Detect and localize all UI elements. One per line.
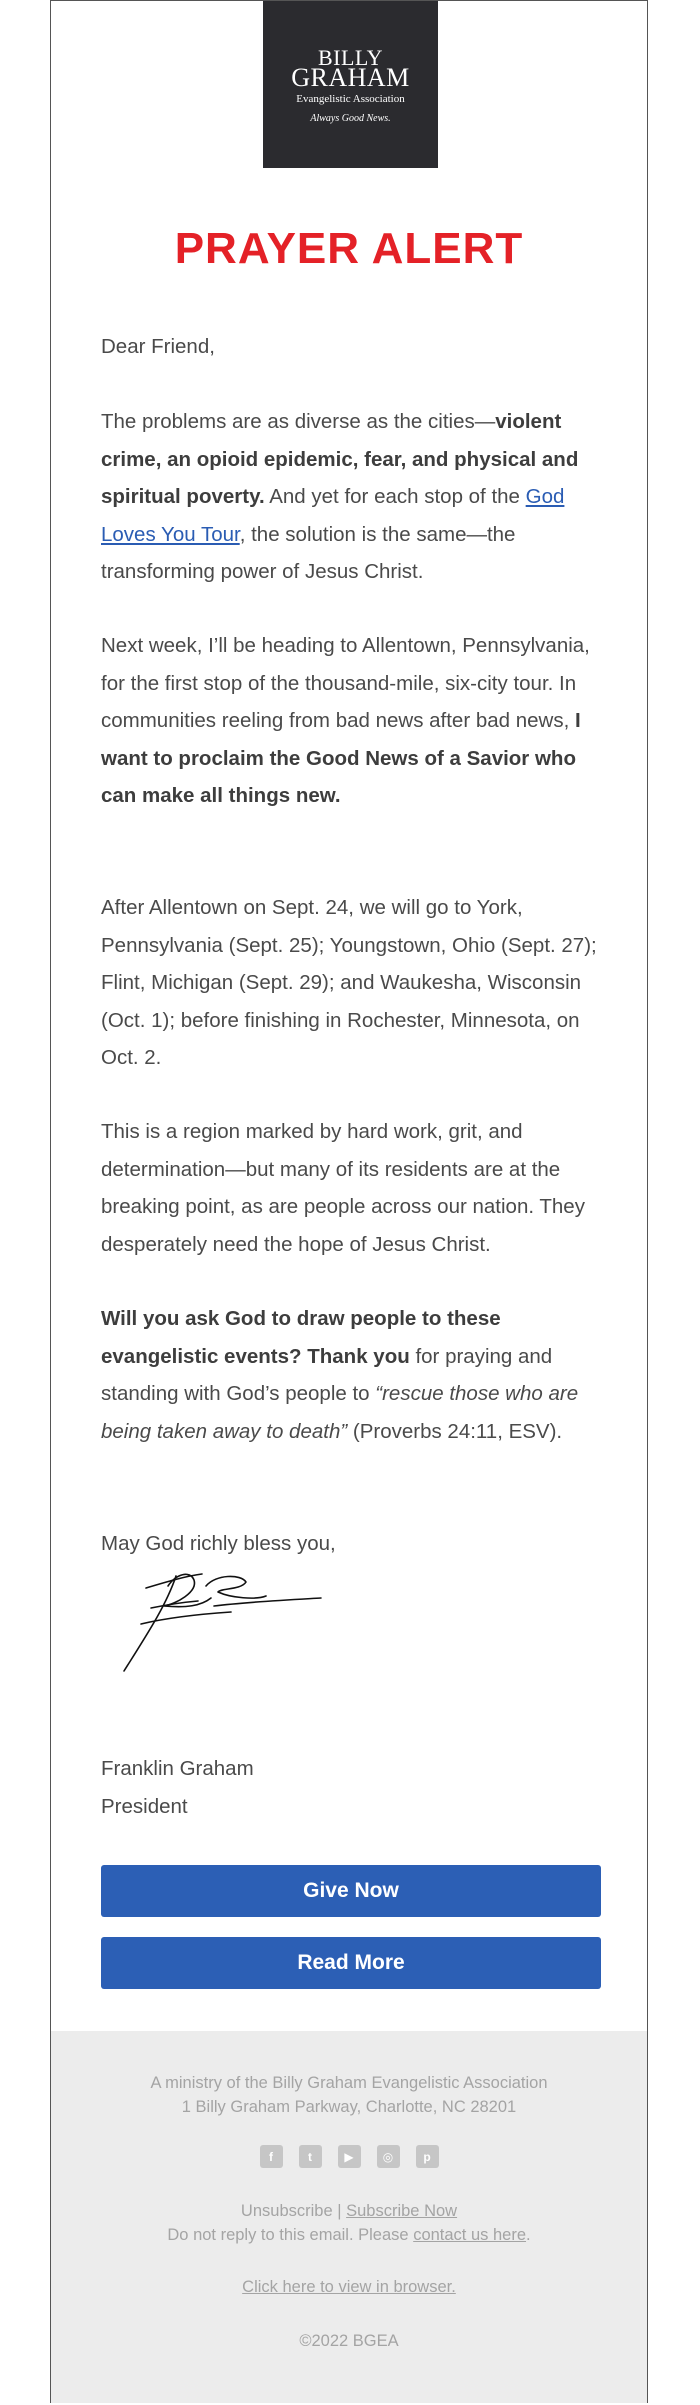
subscribe-link[interactable]: Subscribe Now	[346, 2202, 458, 2220]
footer	[51, 2031, 647, 2403]
p5-quote: “rescue those who are being taken away to death”	[101, 1382, 579, 1443]
paragraph-5	[101, 1300, 601, 1450]
p1-text-a: The problems are as diverse as the cities—	[101, 410, 496, 433]
instagram-icon[interactable]: ◎	[377, 2145, 400, 2168]
social-links	[51, 2145, 647, 2168]
footer-address: 1 Billy Graham Parkway, Charlotte, NC 28201	[181, 2098, 517, 2116]
paragraph-1	[101, 403, 601, 591]
signature-image	[106, 1546, 356, 1676]
greeting	[101, 328, 601, 366]
p2-text-a: Next week, I’ll be heading to Allentown, Pennsylvania, for the first stop of the thousand-mile, six-city tour. In communities reeling from bad news after bad news,	[101, 634, 590, 732]
youtube-icon[interactable]: ▶	[338, 2145, 361, 2168]
footer-noreply-line	[51, 2223, 647, 2247]
signer-title: President	[101, 1794, 188, 1818]
noreply-period: .	[526, 2226, 531, 2244]
signer-name: Franklin Graham	[101, 1757, 254, 1780]
footer-copyright: ©2022 BGEA	[299, 2332, 399, 2350]
tour-link[interactable]: God Loves You Tour	[101, 485, 565, 546]
p4-text: This is a region marked by hard work, grit, and determination—but many of its residents are at the breaking point, as are people across our nation. They desperately need the hope of Jesus Christ.	[101, 1120, 585, 1256]
p5-text-b: for praying and standing with God’s people to	[101, 1344, 553, 1405]
email-frame	[50, 0, 648, 2403]
p5-bold: Will you ask God to draw people to these evangelistic events? Thank you	[101, 1307, 501, 1368]
view-in-browser-link[interactable]: Click here to view in browser.	[242, 2278, 456, 2296]
pinterest-icon[interactable]: p	[416, 2145, 439, 2168]
footer-subscription-line	[51, 2199, 647, 2223]
read-more-button[interactable]: Read More	[101, 1937, 601, 1989]
paragraph-4	[101, 1113, 601, 1263]
paragraph-2	[101, 627, 601, 815]
p5-text-d: (Proverbs 24:11, ESV).	[347, 1419, 563, 1443]
twitter-icon[interactable]: t	[299, 2145, 322, 2168]
logo-tagline: Always Good News.	[310, 113, 391, 124]
logo-line-3: Evangelistic Association	[296, 93, 405, 105]
footer-ministry: A ministry of the Billy Graham Evangelistic Association	[150, 2074, 548, 2092]
p1-text-c: And yet for each stop of the	[264, 485, 526, 508]
p1-bold: violent crime, an opioid epidemic, fear, and physical and spiritual poverty.	[101, 410, 579, 508]
logo-line-1: BILLY	[317, 45, 384, 70]
p1-text-d: , the solution is the same—the transforming power of Jesus Christ.	[101, 522, 516, 583]
footer-separator: |	[332, 2202, 347, 2220]
page-title: PRAYER ALERT	[174, 224, 524, 273]
p3-text: After Allentown on Sept. 24, we will go to York, Pennsylvania (Sept. 25); Youngstown, Ohio (Sept. 27); Flint, Michigan (Sept. 29); and Waukesha, Wisconsin (Oct. 1); before finishing in Rochester, Minnesota, on Oct. 2.	[101, 896, 597, 1069]
paragraph-3	[101, 889, 601, 1077]
closing-text: May God richly bless you,	[101, 1532, 336, 1555]
bgea-logo[interactable]	[263, 1, 438, 168]
footer-browser-line	[51, 2275, 647, 2299]
unsubscribe-link[interactable]: Unsubscribe	[240, 2202, 333, 2220]
noreply-text: Do not reply to this email. Please	[167, 2226, 414, 2244]
greeting-text: Dear Friend,	[101, 335, 215, 358]
give-now-button[interactable]: Give Now	[101, 1865, 601, 1917]
contact-link[interactable]: contact us here	[413, 2226, 527, 2244]
p2-bold: I want to proclaim the Good News of a Savior who can make all things new.	[101, 709, 581, 807]
signer-block	[101, 1750, 601, 1825]
logo-line-2: GRAHAM	[291, 63, 410, 92]
facebook-icon[interactable]: f	[260, 2145, 283, 2168]
